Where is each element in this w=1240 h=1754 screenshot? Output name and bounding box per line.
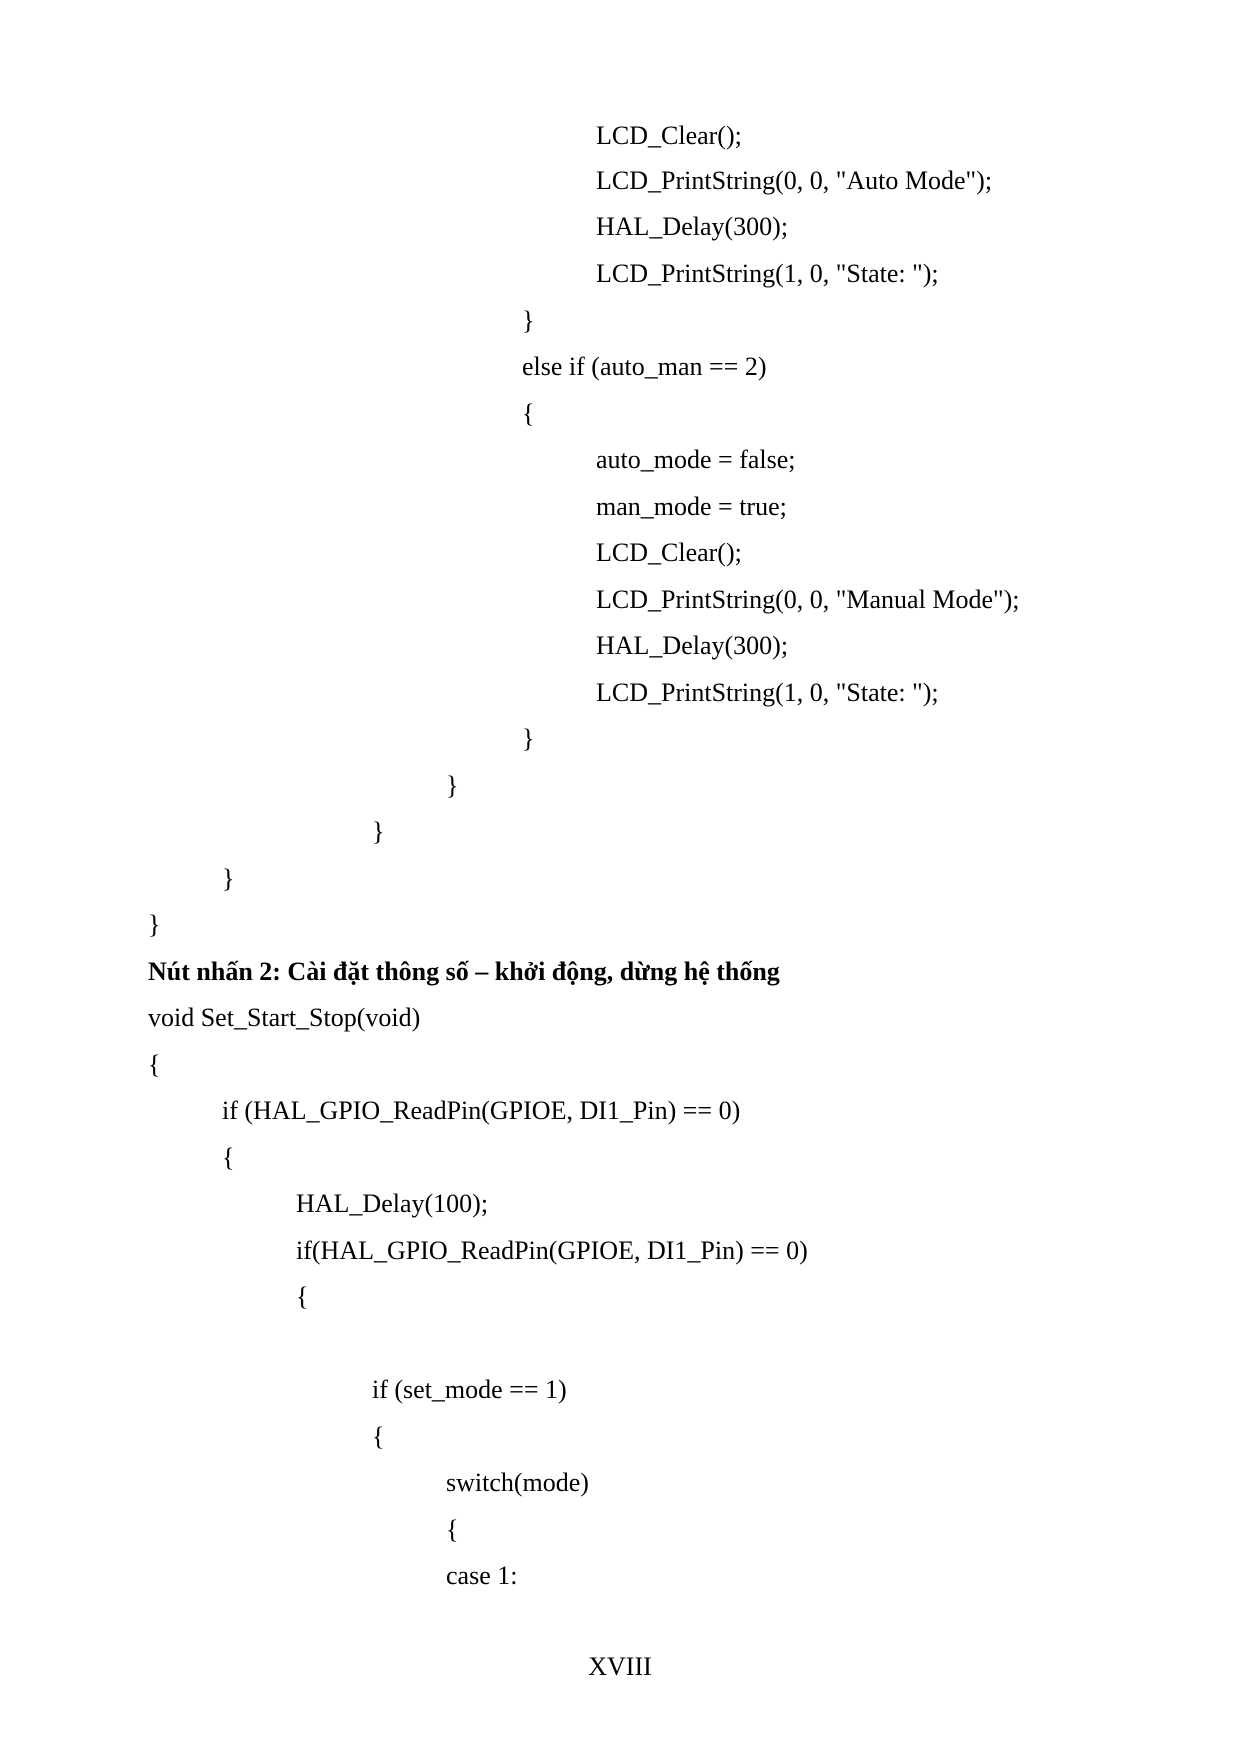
code-line: }: [372, 817, 385, 846]
code-line: HAL_Delay(100);: [296, 1189, 489, 1218]
code-line: {: [372, 1422, 385, 1451]
code-line: {: [222, 1143, 235, 1172]
code-line: LCD_PrintString(1, 0, "State: ");: [596, 259, 939, 288]
code-line: }: [446, 771, 459, 800]
code-line: {: [296, 1282, 309, 1311]
code-line: if (set_mode == 1): [372, 1375, 567, 1404]
code-line: {: [446, 1515, 459, 1544]
code-line: case 1:: [446, 1561, 518, 1590]
code-line: LCD_PrintString(0, 0, "Manual Mode");: [596, 585, 1020, 614]
code-line: LCD_Clear();: [596, 121, 742, 150]
code-line: LCD_PrintString(1, 0, "State: ");: [596, 678, 939, 707]
code-line: }: [522, 724, 535, 753]
page-number: XVIII: [588, 1652, 652, 1681]
code-line: LCD_Clear();: [596, 538, 742, 567]
section-heading: Nút nhấn 2: Cài đặt thông số – khởi động, dừng hệ thống: [148, 957, 780, 986]
code-line: switch(mode): [446, 1468, 589, 1497]
code-line: if (HAL_GPIO_ReadPin(GPIOE, DI1_Pin) == 0): [222, 1096, 741, 1125]
code-line: auto_mode = false;: [596, 445, 796, 474]
code-line: {: [148, 1050, 161, 1079]
code-line: void Set_Start_Stop(void): [148, 1003, 421, 1032]
code-line: }: [148, 910, 161, 939]
code-line: }: [222, 864, 235, 893]
code-line: man_mode = true;: [596, 492, 787, 521]
code-line: LCD_PrintString(0, 0, "Auto Mode");: [596, 166, 993, 195]
code-line: {: [522, 399, 535, 428]
code-line: if(HAL_GPIO_ReadPin(GPIOE, DI1_Pin) == 0): [296, 1236, 808, 1265]
code-line: HAL_Delay(300);: [596, 212, 789, 241]
code-line: else if (auto_man == 2): [522, 352, 767, 381]
code-line: HAL_Delay(300);: [596, 631, 789, 660]
code-line: }: [522, 306, 535, 335]
